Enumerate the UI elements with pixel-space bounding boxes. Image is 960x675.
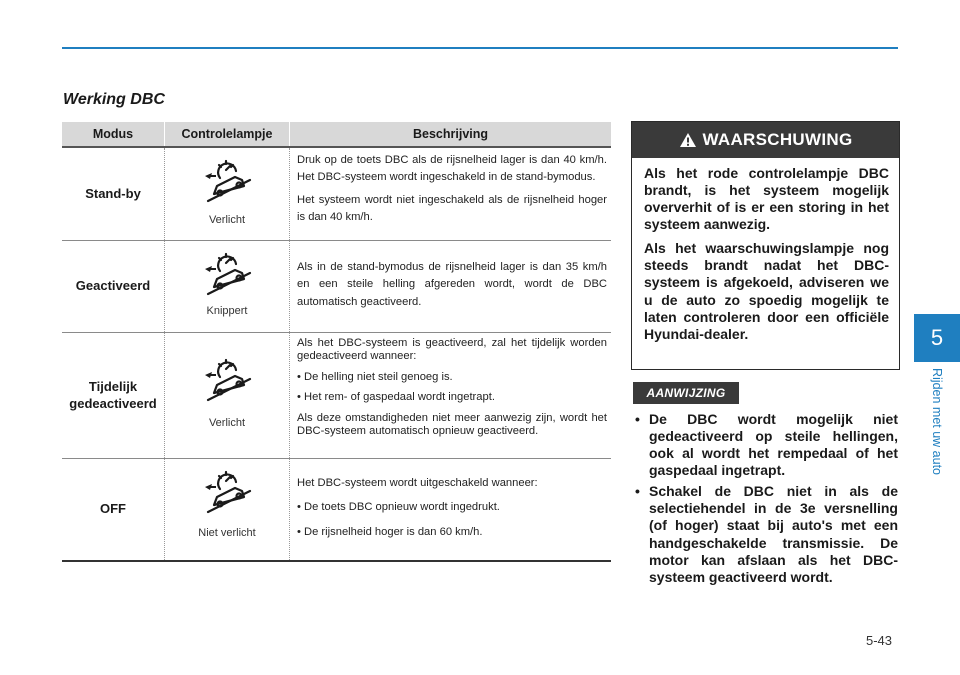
header-mode: Modus	[92, 127, 134, 141]
note-list	[632, 411, 898, 590]
warning-body	[632, 158, 899, 343]
warning-text: Als het rode controlelampje DBC brandt, is het systeem mogelijk oververhit of is er een storing in het systeem aanwezig.	[644, 165, 889, 233]
warning-title: WAARSCHUWING	[702, 130, 853, 149]
chapter-label: Rijden met uw auto	[930, 368, 944, 476]
table-row	[62, 146, 611, 241]
desc-text: • De rijsnelheid hoger is dan 60 km/h.	[297, 525, 483, 538]
header-lamp: Controlelampje	[164, 122, 290, 146]
lamp-state: Verlicht	[208, 214, 246, 226]
desc-cell	[290, 459, 611, 560]
page-number: 5-43	[866, 633, 893, 648]
table-header	[62, 122, 611, 146]
note-label: AANWIJZING	[633, 382, 739, 404]
lamp-cell	[164, 459, 290, 560]
warning-text: Als het waarschuwingslampje nog steeds brandt nadat het DBC-systeem is afgekoeld, adviseren we u de auto zo spoedig mogelijk te laten controleren door een officiële Hyundai-dealer.	[644, 240, 889, 342]
lamp-state: Niet verlicht	[198, 527, 256, 539]
desc-cell	[290, 333, 611, 458]
dbc-mode-table	[62, 122, 611, 562]
mode-cell: OFF	[100, 501, 126, 517]
dbc-hill-descent-icon	[201, 156, 255, 206]
desc-text: • Het rem- of gaspedaal wordt ingetrapt.	[297, 391, 495, 404]
mode-cell: Stand-by	[85, 185, 141, 201]
top-rule	[62, 47, 898, 49]
warning-header	[632, 122, 899, 158]
table-row	[62, 333, 611, 459]
desc-text: Als in de stand-bymodus de rijsnelheid lager is dan 35 km/h en een steile helling afgereden wordt, wordt de DBC automatisch geactiveerd.	[297, 261, 607, 308]
header-desc: Beschrijving	[412, 127, 489, 141]
desc-text: Als het DBC-systeem is geactiveerd, zal het tijdelijk worden gedeactiveerd wanneer:	[297, 337, 607, 363]
desc-text: Als deze omstandigheden niet meer aanwezig zijn, wordt het DBC-systeem automatisch opnieuw geactiveerd.	[297, 411, 607, 438]
lamp-cell	[164, 333, 290, 458]
lamp-state: Knippert	[206, 305, 248, 317]
desc-text: • De toets DBC opnieuw wordt ingedrukt.	[297, 501, 500, 514]
dbc-hill-descent-icon	[201, 467, 255, 517]
lamp-state: Verlicht	[208, 417, 246, 429]
mode-cell: Geactiveerd	[75, 278, 151, 294]
table-row	[62, 459, 611, 562]
desc-text: Druk op de toets DBC als de rijsnelheid lager is dan 40 km/h. Het DBC-systeem wordt ingeschakeld in de stand-bymodus.	[297, 154, 607, 184]
warning-triangle-icon	[679, 132, 697, 148]
list-item: • Schakel de DBC niet in als de selectiehendel in de 3e versnelling (of hoger) staat bij auto's met een handgeschakelde transmissie. De motor kan afslaan als het DBC-systeem geactiveerd wordt.	[632, 483, 898, 585]
chapter-tab: 5	[914, 314, 960, 362]
desc-cell	[290, 148, 611, 240]
desc-text: • De helling niet steil genoeg is.	[297, 370, 453, 383]
desc-text: Het systeem wordt niet ingeschakeld als de rijsnelheid hoger is dan 40 km/h.	[297, 193, 607, 224]
warning-box	[631, 121, 900, 370]
section-title: Werking DBC	[63, 91, 165, 108]
table-row	[62, 241, 611, 333]
list-item: • De DBC wordt mogelijk niet gedeactiveerd op steile hellingen, ook al wordt het rempedaal of het gaspedaal ingetrapt.	[632, 411, 898, 479]
dbc-hill-descent-icon	[201, 355, 255, 405]
desc-text: Het DBC-systeem wordt uitgeschakeld wanneer:	[297, 477, 538, 489]
lamp-cell	[164, 241, 290, 332]
mode-cell: Tijdelijk gedeactiveerd	[69, 378, 157, 411]
dbc-hill-descent-icon	[201, 249, 255, 299]
desc-cell	[290, 241, 611, 332]
lamp-cell	[164, 148, 290, 240]
